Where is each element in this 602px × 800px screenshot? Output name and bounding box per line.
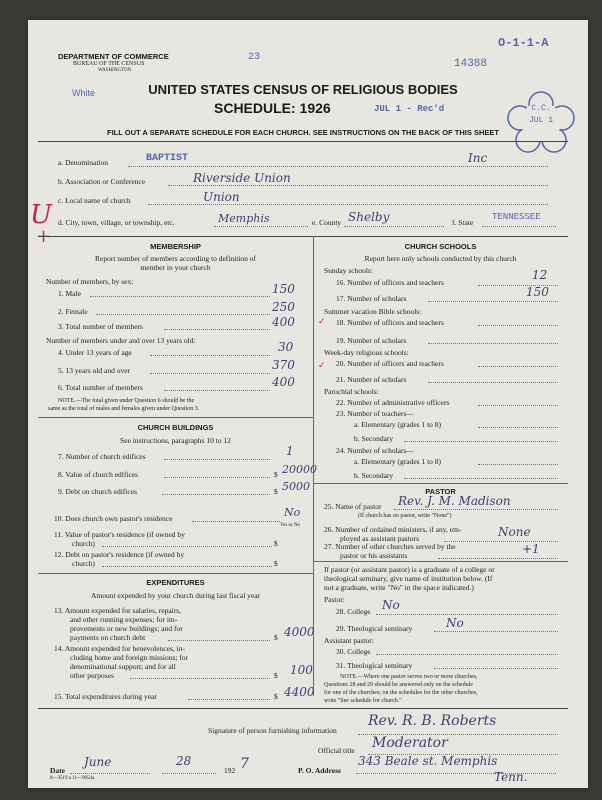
sunday-schools-label: Sunday schools: <box>324 266 373 275</box>
q24a-label: a. Elementary (grades 1 to 8) <box>354 457 442 466</box>
census-schedule-sheet <box>28 20 588 788</box>
county-label: e. County <box>312 218 342 227</box>
dollar-sign: $ <box>274 487 278 496</box>
q4-under-13-label: 4. Under 13 years of age <box>58 348 132 357</box>
city-town-value: Memphis <box>218 212 270 225</box>
q9-debt-value: 5000 <box>282 480 310 493</box>
cc-stamp-label: C.C. <box>531 104 551 113</box>
q25-label: 25. Name of pastor <box>324 502 382 511</box>
q5-over-13-value: 370 <box>272 358 295 372</box>
yes-or-no-hint: Yes or No <box>280 523 301 528</box>
church-schools-heading: CHURCH SCHOOLS <box>404 242 477 251</box>
denomination-value: BAPTIST <box>146 153 189 164</box>
q26-label-1: 26. Number of ordained ministers, if any, em- <box>324 525 462 534</box>
pastor-heading: PASTOR <box>425 487 456 496</box>
white-note-stamp: White <box>72 88 96 98</box>
pastor-sub-label: Pastor: <box>324 595 345 604</box>
expenditures-heading: EXPENDITURES <box>146 578 205 587</box>
q29-label: 29. Theological seminary <box>336 624 413 633</box>
q15-label: 15. Total expenditures during year <box>54 692 157 701</box>
church-buildings-heading: CHURCH BUILDINGS <box>137 423 214 432</box>
q10-residence-label: 10. Does church own pastor's residence <box>54 514 173 523</box>
q12-label-1: 12. Debt on pastor's residence (if owned by <box>54 550 185 559</box>
membership-heading: MEMBERSHIP <box>150 242 201 251</box>
q24b-label: b. Secondary <box>354 471 394 480</box>
margin-red-mark: U <box>30 200 52 230</box>
q23-label: 23. Number of teachers— <box>336 409 414 418</box>
q16-value: 12 <box>532 268 548 282</box>
q11-label-1: 11. Value of pastor's residence (if owned by <box>54 530 185 539</box>
q12-label-2: church) <box>72 559 95 568</box>
assistant-pastor-label: Assistant pastor: <box>324 636 374 645</box>
q13-label-1: 13. Amount expended for salaries, repairs, <box>54 606 182 615</box>
q1-male-label: 1. Male <box>58 289 81 298</box>
q5-over-13-label: 5. 13 years old and over <box>58 366 131 375</box>
q6-total-value: 400 <box>272 375 295 389</box>
instruction-line: FILL OUT A SEPARATE SCHEDULE FOR EACH CHURCH. SEE INSTRUCTIONS ON THE BACK OF THIS SHEET <box>107 128 499 137</box>
vacation-schools-label: Summer vacation Bible schools: <box>324 307 422 316</box>
schedule-title: SCHEDULE: 1926 <box>214 100 331 116</box>
q28-value: No <box>382 598 400 612</box>
q26-label-2: ployed as assistant pastors <box>340 534 419 543</box>
q11-label-2: church) <box>72 539 95 548</box>
pastor-note-4: write "See schedule for church." <box>324 698 402 704</box>
membership-sub-2: member in your church <box>140 263 211 272</box>
pastor-note-2: Questions 28 and 29 should be answered only on the schedule <box>324 682 473 688</box>
date-day-value: 28 <box>176 754 192 768</box>
q21-label: 21. Number of scholars <box>336 375 407 384</box>
membership-note-2: same as the total of males and females given under Question 3. <box>48 406 200 412</box>
association-label: b. Association or Conference <box>58 177 146 186</box>
q17-value: 150 <box>526 285 549 299</box>
po-address-value: 343 Beale st. Memphis <box>358 754 498 768</box>
graduate-instruction-2: theological seminary, give name of institution below. (If <box>324 574 493 583</box>
denomination-label: a. Denomination <box>58 158 108 167</box>
q10-residence-value: No <box>284 506 301 519</box>
q13-value: 4000 <box>284 625 315 639</box>
state-label: f. State <box>452 218 474 227</box>
q17-label: 17. Number of scholars <box>336 294 407 303</box>
q27-value: +1 <box>522 542 540 556</box>
q23b-label: b. Secondary <box>354 434 394 443</box>
date-year-suffix-value: 7 <box>240 756 249 772</box>
q29-value: No <box>446 616 464 630</box>
membership-sub-1: Report number of members according to definition of <box>95 254 256 263</box>
q9-debt-label: 9. Debt on church edifices <box>58 487 137 496</box>
q8-value-label: 8. Value of church edifices <box>58 470 139 479</box>
dollar-sign: $ <box>274 470 278 479</box>
q13-label-3: provements or new buildings; and for <box>70 624 183 633</box>
q27-label-2: pastor or his assistants <box>340 551 408 560</box>
signature-label: Signature of person furnishing information <box>208 726 337 735</box>
date-label: Date <box>50 766 65 775</box>
parochial-schools-label: Parochial schools: <box>324 387 379 396</box>
graduate-instruction-1: If pastor (or assistant pastor) is a graduate of a college or <box>324 565 495 574</box>
date-month-value: June <box>84 755 112 769</box>
po-address-label: P. O. Address <box>298 766 341 775</box>
pastor-note-1: NOTE.—Where one pastor serves two or more churches, <box>340 674 478 680</box>
q8-value-value: 20000 <box>282 463 317 476</box>
local-name-value: Union <box>203 190 240 204</box>
margin-red-plus: + <box>36 226 52 247</box>
q1-male-value: 150 <box>272 282 295 296</box>
q15-value: 4400 <box>284 685 315 699</box>
po-address-state-value: Tenn. <box>494 770 528 784</box>
q14-value: 100 <box>290 663 313 677</box>
date-year-prefix: 192 <box>224 766 236 775</box>
cc-stamp-date: JUL 1 <box>528 116 553 125</box>
q2-female-value: 250 <box>272 300 295 314</box>
dollar-sign: $ <box>274 692 278 701</box>
members-by-sex-label: Number of members, by sex: <box>46 277 134 286</box>
q4-under-13-value: 30 <box>278 340 294 354</box>
local-name-label: c. Local name of church <box>58 196 131 205</box>
q7-edifices-label: 7. Number of church edifices <box>58 452 146 461</box>
church-buildings-sub: See instructions, paragraphs 10 to 12 <box>120 436 231 445</box>
q3-total-label: 3. Total number of members <box>58 322 143 331</box>
print-code: 8—3519 a 11—9054a <box>50 776 95 781</box>
q2-female-label: 2. Female <box>58 307 88 316</box>
denomination-note: Inc <box>468 151 488 165</box>
graduate-instruction-3: not a graduate, write "No" in the space indicated.) <box>324 583 474 592</box>
city-town-label: d. City, town, village, or township, etc. <box>58 218 175 227</box>
form-title: UNITED STATES CENSUS OF RELIGIOUS BODIES <box>148 82 458 97</box>
check-mark-icon: ✓ <box>318 316 326 326</box>
q14-label-1: 14. Amount expended for benevolences, in- <box>54 644 186 653</box>
q20-label: 20. Number of officers and teachers <box>336 359 444 368</box>
file-code-stamp: O-1-1-A <box>498 36 549 50</box>
pastor-note-3: for one of the churches; on the schedules for the other churches, <box>324 690 478 696</box>
q14-label-2: cluding home and foreign missions; for <box>70 653 189 662</box>
state-value: TENNESSEE <box>492 212 541 222</box>
church-schools-sub: Report here only schools conducted by this church <box>364 254 517 263</box>
dollar-sign: $ <box>274 671 278 680</box>
county-value: Shelby <box>348 210 390 224</box>
signature-value: Rev. R. B. Roberts <box>368 713 497 729</box>
q23a-label: a. Elementary (grades 1 to 8) <box>354 420 442 429</box>
q27-label-1: 27. Number of other churches served by the <box>324 542 456 551</box>
q26-value: None <box>498 525 531 539</box>
stamp-number-23: 23 <box>248 52 261 63</box>
q31-label: 31. Theological seminary <box>336 661 413 670</box>
expenditures-sub: Amount expended by your church during last fiscal year <box>90 591 261 600</box>
q22-label: 22. Number of administrative officers <box>336 398 450 407</box>
dollar-sign: $ <box>274 633 278 642</box>
department-label: DEPARTMENT OF COMMERCE <box>58 52 169 61</box>
members-by-age-label: Number of members under and over 13 years old: <box>46 336 196 345</box>
bureau-label: BUREAU OF THE CENSUS <box>73 61 145 67</box>
dollar-sign: $ <box>274 539 278 548</box>
q18-label: 18. Number of officers and teachers <box>336 318 444 327</box>
q14-label-3: denominational support; and for all <box>70 662 176 671</box>
q19-label: 19. Number of scholars <box>336 336 407 345</box>
dollar-sign: $ <box>274 559 278 568</box>
association-value: Riverside Union <box>193 171 291 185</box>
received-stamp: JUL 1 - Rec'd <box>374 104 445 114</box>
check-mark-icon: ✓ <box>318 360 326 370</box>
official-title-label: Official title <box>318 746 355 755</box>
city-label: WASHINGTON <box>98 68 132 73</box>
q6-total-label: 6. Total number of members <box>58 383 143 392</box>
q24-label: 24. Number of scholars— <box>336 446 414 455</box>
membership-note-1: NOTE.—The total given under Question 6 should be the <box>58 398 195 404</box>
stamp-number-14388: 14388 <box>454 58 488 70</box>
q30-label: 30. College <box>336 647 371 656</box>
q3-total-value: 400 <box>272 315 295 329</box>
weekday-schools-label: Week-day religious schools: <box>324 348 409 357</box>
q25-hint: (If church has no pastor, write "None") <box>358 513 452 519</box>
q16-label: 16. Number of officers and teachers <box>336 278 444 287</box>
official-title-value: Moderator <box>372 735 448 751</box>
q14-label-4: other purposes <box>70 671 114 680</box>
q13-label-2: and other running expenses; for im- <box>70 615 178 624</box>
q13-label-4: payments on church debt <box>70 633 146 642</box>
q7-edifices-value: 1 <box>286 444 294 458</box>
q25-pastor-name-value: Rev. J. M. Madison <box>398 494 511 508</box>
q28-label: 28. College <box>336 607 371 616</box>
